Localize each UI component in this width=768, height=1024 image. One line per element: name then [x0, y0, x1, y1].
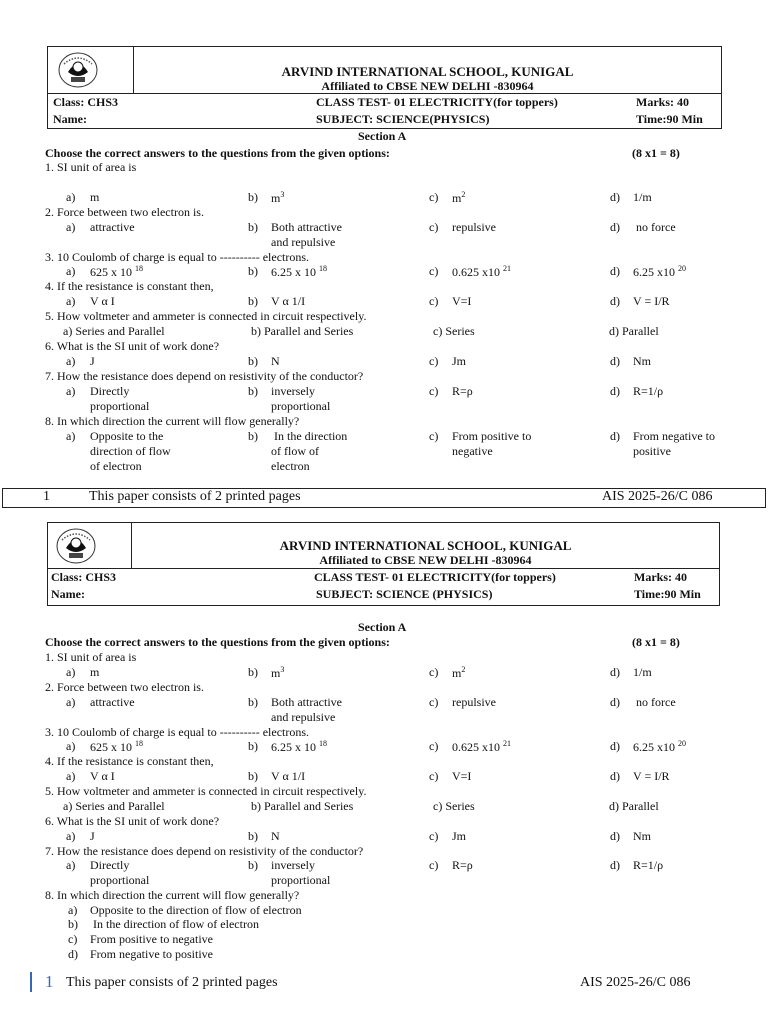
- q8-b-letter: b): [68, 917, 78, 931]
- q8-option-b-line1: In the direction: [274, 429, 348, 443]
- q4-option-b: V α 1/I: [271, 294, 306, 308]
- q6-a-letter: a): [66, 354, 76, 368]
- footer-text: This paper consists of 2 printed pages: [66, 975, 278, 990]
- q1-option-c: [452, 665, 465, 681]
- q3-option-b-base: 6.25 x 10: [271, 740, 316, 754]
- q1-option-c: [452, 190, 465, 206]
- q4-a-letter: a): [66, 769, 76, 783]
- q1-option-b-base: m: [271, 666, 281, 680]
- q6-option-d: Nm: [633, 829, 651, 843]
- q6-c-letter: c): [429, 354, 439, 368]
- q7-option-a-line2: proportional: [90, 399, 150, 413]
- section-instruction: Choose the correct answers to the questions from the given options:: [45, 635, 390, 649]
- q2-option-b-line1: Both attractive: [271, 220, 342, 234]
- q4-option-d: V = I/R: [633, 769, 670, 783]
- q3-option-d-base: 6.25 x10: [633, 265, 675, 279]
- q1-option-b-sup: 3: [280, 665, 285, 674]
- q8-d-letter: d): [68, 947, 78, 961]
- q4-c-letter: c): [429, 294, 439, 308]
- q2-d-letter: d): [610, 220, 620, 234]
- q2-option-d: no force: [636, 220, 676, 234]
- question-7: 7. How the resistance does depend on resistivity of the conductor?: [45, 369, 364, 383]
- question-7: 7. How the resistance does depend on resistivity of the conductor?: [45, 844, 364, 858]
- q6-a-letter: a): [66, 829, 76, 843]
- q7-option-a-line2: proportional: [90, 873, 150, 887]
- q3-option-d-sup: 20: [678, 739, 686, 748]
- footer-code: AIS 2025-26/C 086: [602, 489, 713, 504]
- q1-option-d: 1/m: [633, 665, 652, 679]
- q7-d-letter: d): [610, 384, 620, 398]
- q5-option-b: b) Parallel and Series: [251, 324, 354, 338]
- q3-c-letter: c): [429, 739, 439, 753]
- q1-option-d: 1/m: [633, 190, 652, 204]
- q1-c-letter: c): [429, 190, 439, 204]
- school-name: ARVIND INTERNATIONAL SCHOOL, KUNIGAL: [281, 64, 574, 79]
- q1-a-letter: a): [66, 665, 76, 679]
- footer-code: AIS 2025-26/C 086: [580, 975, 691, 990]
- q8-a-letter: a): [68, 903, 78, 917]
- q4-a-letter: a): [66, 294, 76, 308]
- q6-d-letter: d): [610, 354, 620, 368]
- q8-option-d-line2: positive: [633, 444, 671, 458]
- q3-option-b: [271, 739, 327, 755]
- q8-option-a-line2: direction of flow: [90, 444, 171, 458]
- section-marks: (8 x1 = 8): [632, 635, 680, 649]
- q7-c-letter: c): [429, 384, 439, 398]
- question-1: 1. SI unit of area is: [45, 160, 137, 174]
- q8-option-b: In the direction of flow of electron: [93, 917, 259, 931]
- q6-c-letter: c): [429, 829, 439, 843]
- q3-option-c-base: 0.625 x10: [452, 265, 500, 279]
- q8-option-c-line2: negative: [452, 444, 493, 458]
- q4-option-b: V α 1/I: [271, 769, 306, 783]
- marks-label: Marks: 40: [636, 95, 689, 109]
- q8-option-a: Opposite to the direction of flow of electron: [90, 903, 302, 917]
- q1-d-letter: d): [610, 665, 620, 679]
- q8-c-letter: c): [429, 429, 439, 443]
- q2-option-c: repulsive: [452, 220, 496, 234]
- q3-a-letter: a): [66, 264, 76, 278]
- section-title: Section A: [358, 129, 407, 143]
- q1-option-c-base: m: [452, 191, 462, 205]
- question-8: 8. In which direction the current will flow generally?: [45, 414, 300, 428]
- q3-b-letter: b): [248, 264, 258, 278]
- q7-option-b-line2: proportional: [271, 873, 331, 887]
- q2-d-letter: d): [610, 695, 620, 709]
- q8-a-letter: a): [66, 429, 76, 443]
- class-label: Class: CHS3: [53, 95, 119, 109]
- school-logo: [54, 526, 98, 566]
- q3-option-b: [271, 264, 327, 280]
- question-3: 3. 10 Coulomb of charge is equal to ---------- electrons.: [45, 250, 310, 264]
- q5-option-d: d) Parallel: [609, 799, 659, 813]
- q4-option-a: V α I: [90, 769, 115, 783]
- q2-option-d: no force: [636, 695, 676, 709]
- q3-d-letter: d): [610, 739, 620, 753]
- subject-label: SUBJECT: SCIENCE (PHYSICS): [316, 587, 493, 601]
- q6-option-c: Jm: [452, 829, 467, 843]
- q1-option-a: m: [90, 665, 100, 679]
- question-6: 6. What is the SI unit of work done?: [45, 814, 220, 828]
- q3-option-b-sup: 18: [319, 264, 327, 273]
- q5-option-c: c) Series: [433, 799, 475, 813]
- q3-c-letter: c): [429, 264, 439, 278]
- q1-b-letter: b): [248, 665, 258, 679]
- q1-option-c-base: m: [452, 666, 462, 680]
- q8-option-c-line1: From positive to: [452, 429, 532, 443]
- q7-option-b-line1: inversely: [271, 858, 315, 872]
- q7-d-letter: d): [610, 858, 620, 872]
- class-label: Class: CHS3: [51, 570, 117, 584]
- footer-text: This paper consists of 2 printed pages: [89, 489, 301, 504]
- q2-option-c: repulsive: [452, 695, 496, 709]
- q8-b-letter: b): [248, 429, 258, 443]
- q3-option-c-sup: 21: [503, 264, 511, 273]
- q8-option-d: From negative to positive: [90, 947, 213, 961]
- q3-option-d-base: 6.25 x10: [633, 740, 675, 754]
- q6-option-b: N: [271, 829, 280, 843]
- q2-c-letter: c): [429, 695, 439, 709]
- q8-d-letter: d): [610, 429, 620, 443]
- section-title: Section A: [358, 620, 407, 634]
- q6-b-letter: b): [248, 354, 258, 368]
- q2-c-letter: c): [429, 220, 439, 234]
- q4-d-letter: d): [610, 294, 620, 308]
- q3-option-d-sup: 20: [678, 264, 686, 273]
- name-label: Name:: [53, 112, 87, 126]
- marks-label: Marks: 40: [634, 570, 687, 584]
- q6-option-d: Nm: [633, 354, 651, 368]
- q8-option-a-line1: Opposite to the: [90, 429, 164, 443]
- q3-option-b-base: 6.25 x 10: [271, 265, 316, 279]
- footer-page-number: 1: [45, 972, 54, 991]
- q2-b-letter: b): [248, 220, 258, 234]
- q5-option-d: d) Parallel: [609, 324, 659, 338]
- q4-option-c: V=I: [452, 769, 472, 783]
- q8-c-letter: c): [68, 932, 78, 946]
- question-1: 1. SI unit of area is: [45, 650, 137, 664]
- q3-d-letter: d): [610, 264, 620, 278]
- q7-b-letter: b): [248, 858, 258, 872]
- section-marks: (8 x1 = 8): [632, 146, 680, 160]
- q6-d-letter: d): [610, 829, 620, 843]
- q3-option-a-sup: 18: [135, 739, 143, 748]
- q5-option-b: b) Parallel and Series: [251, 799, 354, 813]
- q4-c-letter: c): [429, 769, 439, 783]
- q3-option-c-base: 0.625 x10: [452, 740, 500, 754]
- q3-option-a-base: 625 x 10: [90, 265, 132, 279]
- q1-option-a: m: [90, 190, 100, 204]
- q8-option-c: From positive to negative: [90, 932, 213, 946]
- q8-option-b-line3: electron: [271, 459, 310, 473]
- q4-option-a: V α I: [90, 294, 115, 308]
- q7-a-letter: a): [66, 858, 76, 872]
- q7-option-b-line2: proportional: [271, 399, 331, 413]
- q3-a-letter: a): [66, 739, 76, 753]
- q2-option-a: attractive: [90, 695, 135, 709]
- q6-option-a: J: [90, 354, 95, 368]
- q7-option-c: R=ρ: [452, 858, 473, 872]
- q1-option-b-sup: 3: [280, 190, 285, 199]
- time-label: Time:90 Min: [634, 587, 701, 601]
- q7-c-letter: c): [429, 858, 439, 872]
- q8-option-d-line1: From negative to: [633, 429, 715, 443]
- school-name: ARVIND INTERNATIONAL SCHOOL, KUNIGAL: [279, 538, 572, 553]
- q2-a-letter: a): [66, 220, 76, 234]
- q2-option-b-line2: and repulsive: [271, 710, 336, 724]
- q7-option-a-line1: Directly: [90, 858, 130, 872]
- q3-option-c-sup: 21: [503, 739, 511, 748]
- q3-option-c: [452, 739, 511, 755]
- question-6: 6. What is the SI unit of work done?: [45, 339, 220, 353]
- q7-b-letter: b): [248, 384, 258, 398]
- q5-option-c: c) Series: [433, 324, 475, 338]
- q1-option-c-sup: 2: [461, 190, 466, 199]
- q2-option-b-line2: and repulsive: [271, 235, 336, 249]
- q3-b-letter: b): [248, 739, 258, 753]
- q4-b-letter: b): [248, 294, 258, 308]
- q3-option-a-sup: 18: [135, 264, 143, 273]
- q7-option-d: R=1/ρ: [633, 384, 664, 398]
- q3-option-a-base: 625 x 10: [90, 740, 132, 754]
- header-rule: [47, 568, 720, 569]
- q1-option-b-base: m: [271, 191, 281, 205]
- school-affiliation: Affiliated to CBSE NEW DELHI -830964: [321, 79, 534, 93]
- q4-option-d: V = I/R: [633, 294, 670, 308]
- q1-c-letter: c): [429, 665, 439, 679]
- q6-option-c: Jm: [452, 354, 467, 368]
- q3-option-d: [633, 264, 686, 280]
- question-2: 2. Force between two electron is.: [45, 205, 204, 219]
- q6-option-a: J: [90, 829, 95, 843]
- q8-option-b-line2: of flow of: [271, 444, 319, 458]
- q6-b-letter: b): [248, 829, 258, 843]
- q3-option-d: [633, 739, 686, 755]
- q3-option-a: [90, 264, 143, 280]
- q3-option-b-sup: 18: [319, 739, 327, 748]
- subject-label: SUBJECT: SCIENCE(PHYSICS): [316, 112, 490, 126]
- test-title: CLASS TEST- 01 ELECTRICITY(for toppers): [314, 570, 556, 584]
- q3-option-a: [90, 739, 143, 755]
- q8-option-a-line3: of electron: [90, 459, 142, 473]
- q1-option-c-sup: 2: [461, 665, 466, 674]
- q6-option-b: N: [271, 354, 280, 368]
- footer-accent-bar: [30, 972, 32, 992]
- question-3: 3. 10 Coulomb of charge is equal to ---------- electrons.: [45, 725, 310, 739]
- q4-option-c: V=I: [452, 294, 472, 308]
- q2-b-letter: b): [248, 695, 258, 709]
- question-2: 2. Force between two electron is.: [45, 680, 204, 694]
- question-8: 8. In which direction the current will flow generally?: [45, 888, 300, 902]
- q1-d-letter: d): [610, 190, 620, 204]
- q1-a-letter: a): [66, 190, 76, 204]
- school-affiliation: Affiliated to CBSE NEW DELHI -830964: [319, 553, 532, 567]
- name-label: Name:: [51, 587, 85, 601]
- q1-b-letter: b): [248, 190, 258, 204]
- q3-option-c: [452, 264, 511, 280]
- time-label: Time:90 Min: [636, 112, 703, 126]
- q7-option-a-line1: Directly: [90, 384, 130, 398]
- q7-option-d: R=1/ρ: [633, 858, 664, 872]
- q5-option-a: a) Series and Parallel: [63, 324, 165, 338]
- section-instruction: Choose the correct answers to the questions from the given options:: [45, 146, 390, 160]
- q2-option-b-line1: Both attractive: [271, 695, 342, 709]
- q7-a-letter: a): [66, 384, 76, 398]
- q5-option-a: a) Series and Parallel: [63, 799, 165, 813]
- q2-a-letter: a): [66, 695, 76, 709]
- question-4: 4. If the resistance is constant then,: [45, 279, 214, 293]
- q7-option-b-line1: inversely: [271, 384, 315, 398]
- footer-page-number: 1: [43, 489, 50, 504]
- q4-b-letter: b): [248, 769, 258, 783]
- test-title: CLASS TEST- 01 ELECTRICITY(for toppers): [316, 95, 558, 109]
- q1-option-b: [271, 190, 284, 206]
- q2-option-a: attractive: [90, 220, 135, 234]
- question-4: 4. If the resistance is constant then,: [45, 754, 214, 768]
- question-5: 5. How voltmeter and ammeter is connected in circuit respectively.: [45, 309, 367, 323]
- question-5: 5. How voltmeter and ammeter is connected in circuit respectively.: [45, 784, 367, 798]
- q1-option-b: [271, 665, 284, 681]
- q7-option-c: R=ρ: [452, 384, 473, 398]
- school-logo: [56, 50, 100, 90]
- q4-d-letter: d): [610, 769, 620, 783]
